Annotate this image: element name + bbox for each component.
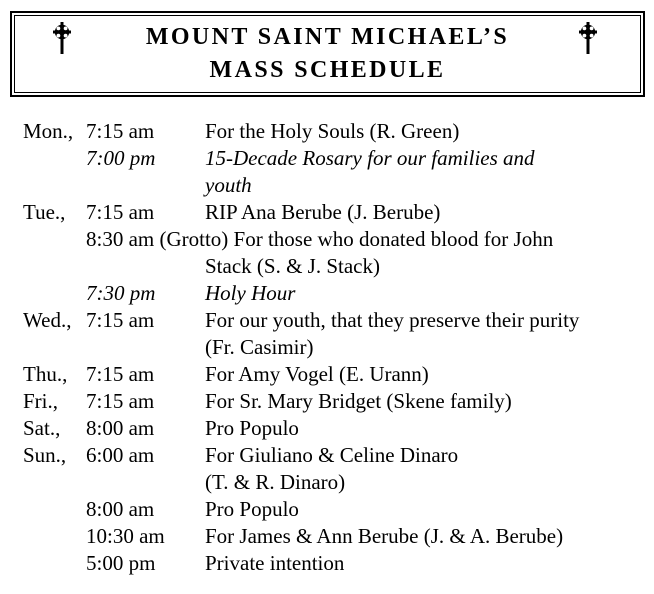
grotto-entry-cell bbox=[86, 226, 635, 280]
schedule-row-mon-700 bbox=[23, 145, 635, 199]
description-cell: RIP Ana Berube (J. Berube) bbox=[205, 200, 441, 224]
time-cell: 8:00 am bbox=[86, 416, 155, 440]
description-cell bbox=[205, 307, 635, 361]
time-cell: 7:30 pm bbox=[86, 281, 156, 305]
time-cell: 10:30 am bbox=[86, 524, 165, 548]
description-line-1: For our youth, that they preserve their purity bbox=[205, 308, 580, 332]
schedule-row-sun-800 bbox=[23, 496, 635, 523]
schedule-row-mon-715 bbox=[23, 118, 635, 145]
header-inner-border bbox=[14, 15, 641, 93]
schedule-row-wed-715 bbox=[23, 307, 635, 361]
schedule-row-sun-600 bbox=[23, 442, 635, 496]
celtic-cross-left-icon bbox=[51, 22, 73, 54]
description-cell: Pro Populo bbox=[205, 497, 299, 521]
day-cell: Sat., bbox=[23, 416, 61, 440]
title-line-1: MOUNT SAINT MICHAEL’S bbox=[145, 24, 510, 50]
description-cell bbox=[205, 442, 635, 496]
time-cell: 7:15 am bbox=[86, 119, 155, 143]
schedule-row-thu-715 bbox=[23, 361, 635, 388]
description-line-2: (T. & R. Dinaro) bbox=[205, 470, 346, 494]
description-cell: Holy Hour bbox=[205, 281, 296, 305]
day-cell bbox=[23, 226, 86, 280]
time-cell: 7:15 am bbox=[86, 362, 155, 386]
grotto-entry-line-2: Stack (S. & J. Stack) bbox=[205, 254, 380, 278]
day-cell: Thu., bbox=[23, 362, 68, 386]
schedule-row-tue-830-grotto bbox=[23, 226, 635, 280]
title-line-2: MASS SCHEDULE bbox=[209, 57, 446, 83]
time-cell: 7:15 am bbox=[86, 200, 155, 224]
schedule-table bbox=[23, 118, 635, 577]
description-cell: For Amy Vogel (E. Urann) bbox=[205, 362, 429, 386]
day-cell bbox=[23, 145, 86, 199]
time-cell: 7:15 am bbox=[86, 308, 155, 332]
day-cell bbox=[23, 523, 86, 550]
day-cell: Wed., bbox=[23, 308, 72, 332]
day-cell bbox=[23, 550, 86, 577]
header-box bbox=[10, 11, 645, 97]
day-cell: Fri., bbox=[23, 389, 59, 413]
description-line-1: For Giuliano & Celine Dinaro bbox=[205, 443, 459, 467]
grotto-entry-line-1: 8:30 am (Grotto) For those who donated blood for John bbox=[86, 227, 554, 251]
day-cell: Sun., bbox=[23, 443, 67, 467]
day-cell bbox=[23, 496, 86, 523]
day-cell: Tue., bbox=[23, 200, 66, 224]
day-cell: Mon., bbox=[23, 119, 74, 143]
day-cell bbox=[23, 280, 86, 307]
time-cell: 7:15 am bbox=[86, 389, 155, 413]
description-cell: For James & Ann Berube (J. & A. Berube) bbox=[205, 524, 564, 548]
description-line-2: youth bbox=[205, 173, 252, 197]
description-cell: Pro Populo bbox=[205, 416, 299, 440]
description-cell: For Sr. Mary Bridget (Skene family) bbox=[205, 389, 512, 413]
schedule-row-sat-800 bbox=[23, 415, 635, 442]
schedule-row-sun-1030 bbox=[23, 523, 635, 550]
schedule-row-tue-715 bbox=[23, 199, 635, 226]
time-cell: 5:00 pm bbox=[86, 551, 156, 575]
description-cell: For the Holy Souls (R. Green) bbox=[205, 119, 460, 143]
celtic-cross-right-icon bbox=[577, 22, 599, 54]
schedule-row-tue-730 bbox=[23, 280, 635, 307]
time-cell: 8:00 am bbox=[86, 497, 155, 521]
schedule-row-sun-500 bbox=[23, 550, 635, 577]
time-cell: 6:00 am bbox=[86, 443, 155, 467]
description-line-1: 15-Decade Rosary for our families and bbox=[205, 146, 535, 170]
description-cell: Private intention bbox=[205, 551, 345, 575]
schedule-row-fri-715 bbox=[23, 388, 635, 415]
description-cell bbox=[205, 145, 635, 199]
description-line-2: (Fr. Casimir) bbox=[205, 335, 314, 359]
time-cell: 7:00 pm bbox=[86, 146, 156, 170]
